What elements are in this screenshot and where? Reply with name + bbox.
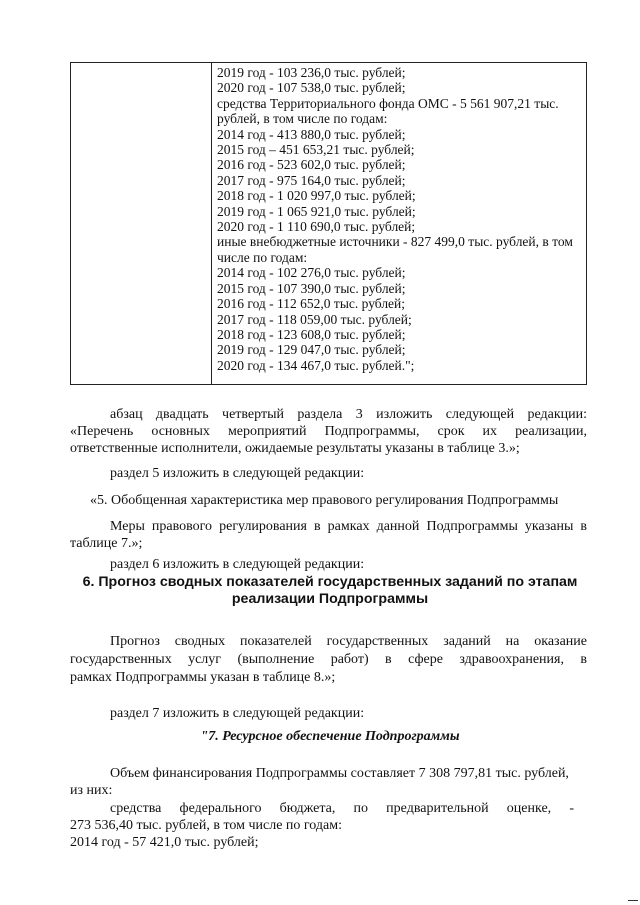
- section7-text-line-4: 273 536,40 тыс. рублей, в том числе по годам:: [70, 818, 342, 833]
- table-line: 2018 год - 123 608,0 тыс. рублей;: [217, 326, 406, 342]
- table-line: 2014 год - 413 880,0 тыс. рублей;: [217, 126, 406, 142]
- razdel7-intro: раздел 7 изложить в следующей редакции:: [110, 706, 365, 721]
- section7-text-line-1: Объем финансирования Подпрограммы составляет 7 308 797,81 тыс. рублей,: [110, 766, 569, 781]
- table-line: 2020 год - 107 538,0 тыс. рублей;: [217, 80, 406, 96]
- razdel5-text-line-2: таблице 7.»;: [70, 536, 143, 551]
- abzac-line-3: ответственные исполнители, ожидаемые результаты указаны в таблице 3.»;: [70, 441, 520, 456]
- section7-heading: "7. Ресурсное обеспечение Подпрограммы: [200, 729, 460, 744]
- page-edge-mark: [628, 900, 638, 901]
- table-line: 2014 год - 102 276,0 тыс. рублей;: [217, 265, 406, 281]
- razdel5-text-line-1: Меры правового регулирования в рамках данной Подпрограммы указаны в: [110, 519, 587, 534]
- section7-text-line-5: 2014 год - 57 421,0 тыс. рублей;: [70, 835, 259, 850]
- section6-text-line-3: рамках Подпрограммы указан в таблице 8.»;: [70, 670, 336, 685]
- abzac-line-2: «Перечень основных мероприятий Подпрограммы, срок их реализации,: [70, 424, 587, 439]
- section7-text-line-3: средства федерального бюджета, по предварительной оценке, -: [110, 801, 574, 816]
- table-line: 2018 год - 1 020 997,0 тыс. рублей;: [217, 188, 416, 204]
- table-line: 2019 год - 103 236,0 тыс. рублей;: [217, 65, 406, 80]
- section6-heading-line-2: реализации Подпрограммы: [231, 591, 429, 607]
- table-line: 2019 год - 129 047,0 тыс. рублей;: [217, 342, 406, 358]
- razdel5-intro: раздел 5 изложить в следующей редакции:: [110, 466, 365, 481]
- table-line: 2015 год – 451 653,21 тыс. рублей;: [217, 142, 415, 158]
- table-line: 2015 год - 107 390,0 тыс. рублей;: [217, 280, 406, 296]
- table-line: 2019 год - 1 065 921,0 тыс. рублей;: [217, 203, 416, 219]
- table-line: 2020 год - 1 110 690,0 тыс. рублей;: [217, 219, 416, 235]
- table-line: числе по годам:: [217, 249, 308, 265]
- section6-text-line-2: государственных услуг (выполнение работ) в сфере здравоохранения, в: [70, 652, 587, 667]
- table-right-cell: [217, 65, 580, 373]
- razdel6-intro: раздел 6 изложить в следующей редакции:: [110, 557, 365, 572]
- funding-table: [70, 62, 587, 385]
- table-line: иные внебюджетные источники - 827 499,0 тыс. рублей, в том: [217, 234, 573, 250]
- table-line: рублей, в том числе по годам:: [217, 111, 388, 127]
- table-left-cell: [71, 63, 211, 384]
- table-line: 2016 год - 112 652,0 тыс. рублей;: [217, 296, 406, 312]
- razdel5-title: «5. Обобщенная характеристика мер правового регулирования Подпрограммы: [90, 493, 559, 508]
- section7-text-line-2: из них:: [70, 783, 113, 798]
- table-line: средства Территориального фонда ОМС - 5 561 907,21 тыс.: [217, 95, 559, 111]
- table-line: 2016 год - 523 602,0 тыс. рублей;: [217, 157, 406, 173]
- section6-heading-line-1: 6. Прогноз сводных показателей государственных заданий по этапам: [82, 574, 578, 590]
- abzac-line-1: абзац двадцать четвертый раздела 3 изложить следующей редакции:: [110, 407, 587, 422]
- table-line: 2017 год - 975 164,0 тыс. рублей;: [217, 172, 406, 188]
- table-line: 2017 год - 118 059,00 тыс. рублей;: [217, 311, 412, 327]
- table-column-divider: [211, 63, 212, 384]
- table-line: 2020 год - 134 467,0 тыс. рублей.";: [217, 357, 415, 373]
- section6-text-line-1: Прогноз сводных показателей государственных заданий на оказание: [110, 634, 587, 649]
